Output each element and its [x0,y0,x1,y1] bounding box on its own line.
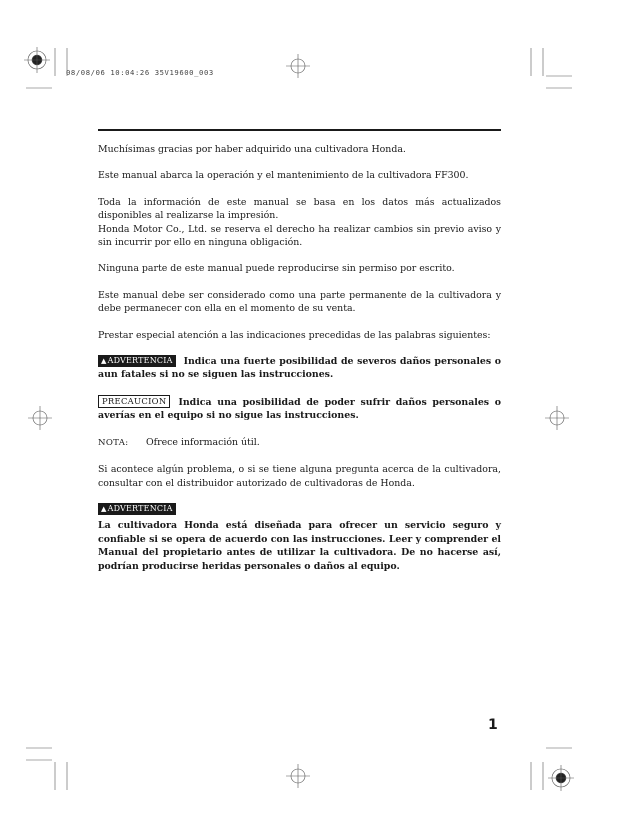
registration-target-top-left [24,47,50,73]
rights-paragraph: Honda Motor Co., Ltd. se reserva el derecho ha realizar cambios sin previo aviso y sin incurrir por ello en ninguna obligación. [98,223,501,249]
crop-marks-top-left [26,48,67,88]
final-warning-header [98,503,501,516]
advertencia-label: ADVERTENCIA [107,356,173,366]
intro-paragraph: Muchísimas gracias por haber adquirido una cultivadora Honda. [98,144,406,155]
print-timestamp: 08/08/06 10:04:26 35V19600_003 [66,68,214,77]
top-rule [98,129,501,131]
registration-target-bottom-right [548,765,574,791]
precaucion-definition [98,395,501,423]
nota-text: Ofrece información útil. [146,436,260,448]
crop-marks-top-right [531,48,572,88]
warning-triangle-icon: ▲ [101,504,107,513]
crop-marks-bottom-right [531,748,572,790]
info-paragraph: Toda la información de este manual se basa en los datos más actualizados disponibles al realizarse la impresión. [98,196,501,222]
precaucion-text: Indica una posibilidad de poder sufrir daños personales o averías en el equipo si no sigue las instrucciones. [98,396,501,422]
page-number: 1 [488,717,498,733]
final-warning-text: La cultivadora Honda está diseñada para ofrecer un servicio seguro y confiable si se opera de acuerdo con las instrucciones. Leer y comprender el Manual del propietario antes de utilizar la cultivadora. De no hacerse así, podrían producirse heridas personales o daños al equipo. [98,520,501,572]
scope-paragraph: Este manual abarca la operación y el mantenimiento de la cultivadora FF300. [98,170,469,182]
page-body [98,143,501,586]
nota-definition [98,436,501,450]
advertencia-definition [98,355,501,382]
warning-triangle-icon: ▲ [101,357,107,366]
copyright-paragraph: Ninguna parte de este manual puede reproducirse sin permiso por escrito. [98,263,455,275]
permanence-paragraph: Este manual debe ser considerado como una parte permanente de la cultivadora y debe permanecer con ella en el momento de su venta. [98,289,501,315]
crop-marks-bottom-left [26,748,67,790]
crosshair-left [28,406,52,430]
advertencia-text: Indica una fuerte posibilidad de severos daños personales o aun fatales si no se siguen las instrucciones. [98,356,501,381]
crosshair-top [286,54,310,78]
nota-label: NOTA: [98,437,129,448]
final-advertencia-badge [98,503,176,515]
final-advertencia-label: ADVERTENCIA [107,503,173,513]
precaucion-badge: PRECAUCION [98,395,170,408]
crosshair-right [545,406,569,430]
support-paragraph: Si acontece algún problema, o si se tiene alguna pregunta acerca de la cultivadora, consultar con el distribuidor autorizado de cultivadoras de Honda. [98,464,501,489]
advertencia-badge [98,355,176,367]
crosshair-bottom [286,764,310,788]
attention-paragraph: Prestar especial atención a las indicaciones precedidas de las palabras siguientes: [98,329,491,341]
